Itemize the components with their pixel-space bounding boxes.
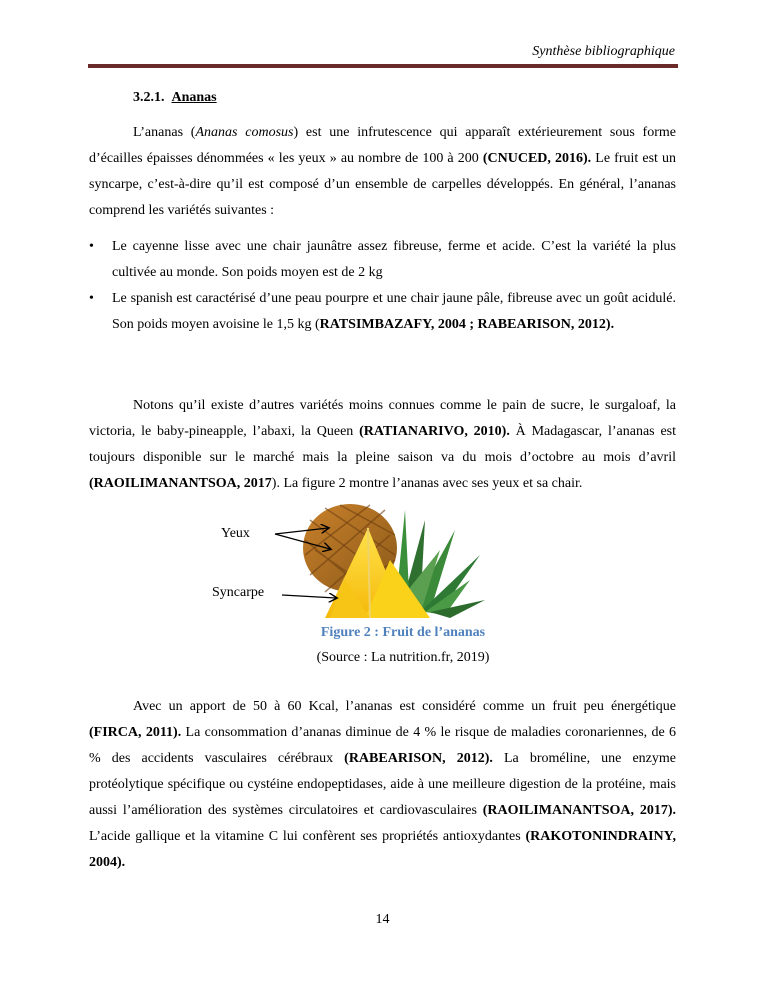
figure-source: (Source : La nutrition.fr, 2019) bbox=[316, 650, 490, 665]
pineapple-figure bbox=[270, 500, 490, 622]
page-number: 14 bbox=[375, 912, 390, 927]
paragraph-varieties bbox=[89, 393, 676, 497]
text-run: La consommation d’ananas diminue de 4 % le risque de maladies coronariennes, de 6 % des accidents vasculaires cérébraux bbox=[89, 725, 677, 766]
scientific-name: Ananas comosus bbox=[195, 125, 294, 140]
list-item bbox=[89, 234, 676, 286]
text-run: La broméline, une enzyme protéolytique spécifique ou cystéine endopeptidases, aide à une meilleure digestion de la protéine, mais aussi l’amélioration des systèmes circulatoires et cardiovasculaires bbox=[89, 751, 676, 818]
list-item-text: Le spanish est caractérisé d’une peau pourpre et une chair jaune pâle, fibreuse avec un goût acidulé. Son poids moyen avoisine le 1,5 kg ( bbox=[112, 291, 676, 332]
paragraph-nutrition bbox=[89, 694, 676, 876]
citation: (RATIANARIVO, 2010). bbox=[359, 424, 510, 439]
label-yeux: Yeux bbox=[221, 526, 250, 541]
text-run: L’ananas ( bbox=[133, 125, 196, 140]
header-rule bbox=[88, 64, 678, 68]
citation: (CNUCED, 2016). bbox=[482, 151, 592, 166]
section-title: Ananas bbox=[171, 90, 217, 105]
text-run: L’acide gallique et la vitamine C lui confèrent ses propriétés antioxydantes bbox=[89, 829, 526, 844]
section-heading bbox=[133, 90, 217, 106]
text-run: ) est une infrutescence qui apparaît extérieurement sous forme d’écailles épaisses dénommées « les yeux » au nombre de 100 à 200 bbox=[89, 125, 676, 166]
citation: (RAOILIMANANTSOA, 2017). bbox=[482, 803, 677, 818]
citation: (RAOILIMANANTSOA, 2017 bbox=[89, 476, 272, 491]
list-item-text: Le cayenne lisse avec une chair jaunâtre assez fibreuse, ferme et acide. C’est la variété la plus cultivée au monde. Son poids moyen est de 2 kg bbox=[112, 239, 676, 280]
bullet-icon: • bbox=[89, 239, 94, 254]
text-run: Avec un apport de 50 à 60 Kcal, l’ananas est considéré comme un fruit peu énergétique bbox=[133, 699, 676, 714]
section-number: 3.2.1. bbox=[133, 90, 165, 105]
bullet-icon: • bbox=[89, 291, 94, 306]
text-run: ). La figure 2 montre l’ananas avec ses yeux et sa chair. bbox=[271, 476, 583, 491]
text-run: Le fruit est un syncarpe, c’est-à-dire qu’il est composé d’un ensemble de carpelles développés. En général, l’ananas comprend les variétés suivantes : bbox=[89, 151, 677, 218]
variety-list bbox=[89, 234, 676, 338]
list-item bbox=[89, 286, 676, 338]
citation: (RAKOTONINDRAINY, 2004). bbox=[89, 829, 676, 870]
citation: (RABEARISON, 2012). bbox=[344, 751, 493, 766]
running-header: Synthèse bibliographique bbox=[532, 44, 675, 59]
citation: (FIRCA, 2011). bbox=[89, 725, 182, 740]
figure-caption: Figure 2 : Fruit de l’ananas bbox=[320, 625, 486, 640]
paragraph-intro bbox=[89, 120, 676, 224]
text-run: À Madagascar, l’ananas est toujours disponible sur le marché mais la pleine saison va du mois d’octobre au mois d’avril bbox=[89, 424, 677, 465]
label-syncarpe: Syncarpe bbox=[212, 585, 265, 600]
text-run: Notons qu’il existe d’autres variétés moins connues comme le pain de sucre, le surgaloaf, la victoria, le baby-pineapple, l’abaxi, la Queen bbox=[89, 398, 676, 439]
citation: RATSIMBAZAFY, 2004 ; RABEARISON, 2012). bbox=[319, 317, 615, 332]
